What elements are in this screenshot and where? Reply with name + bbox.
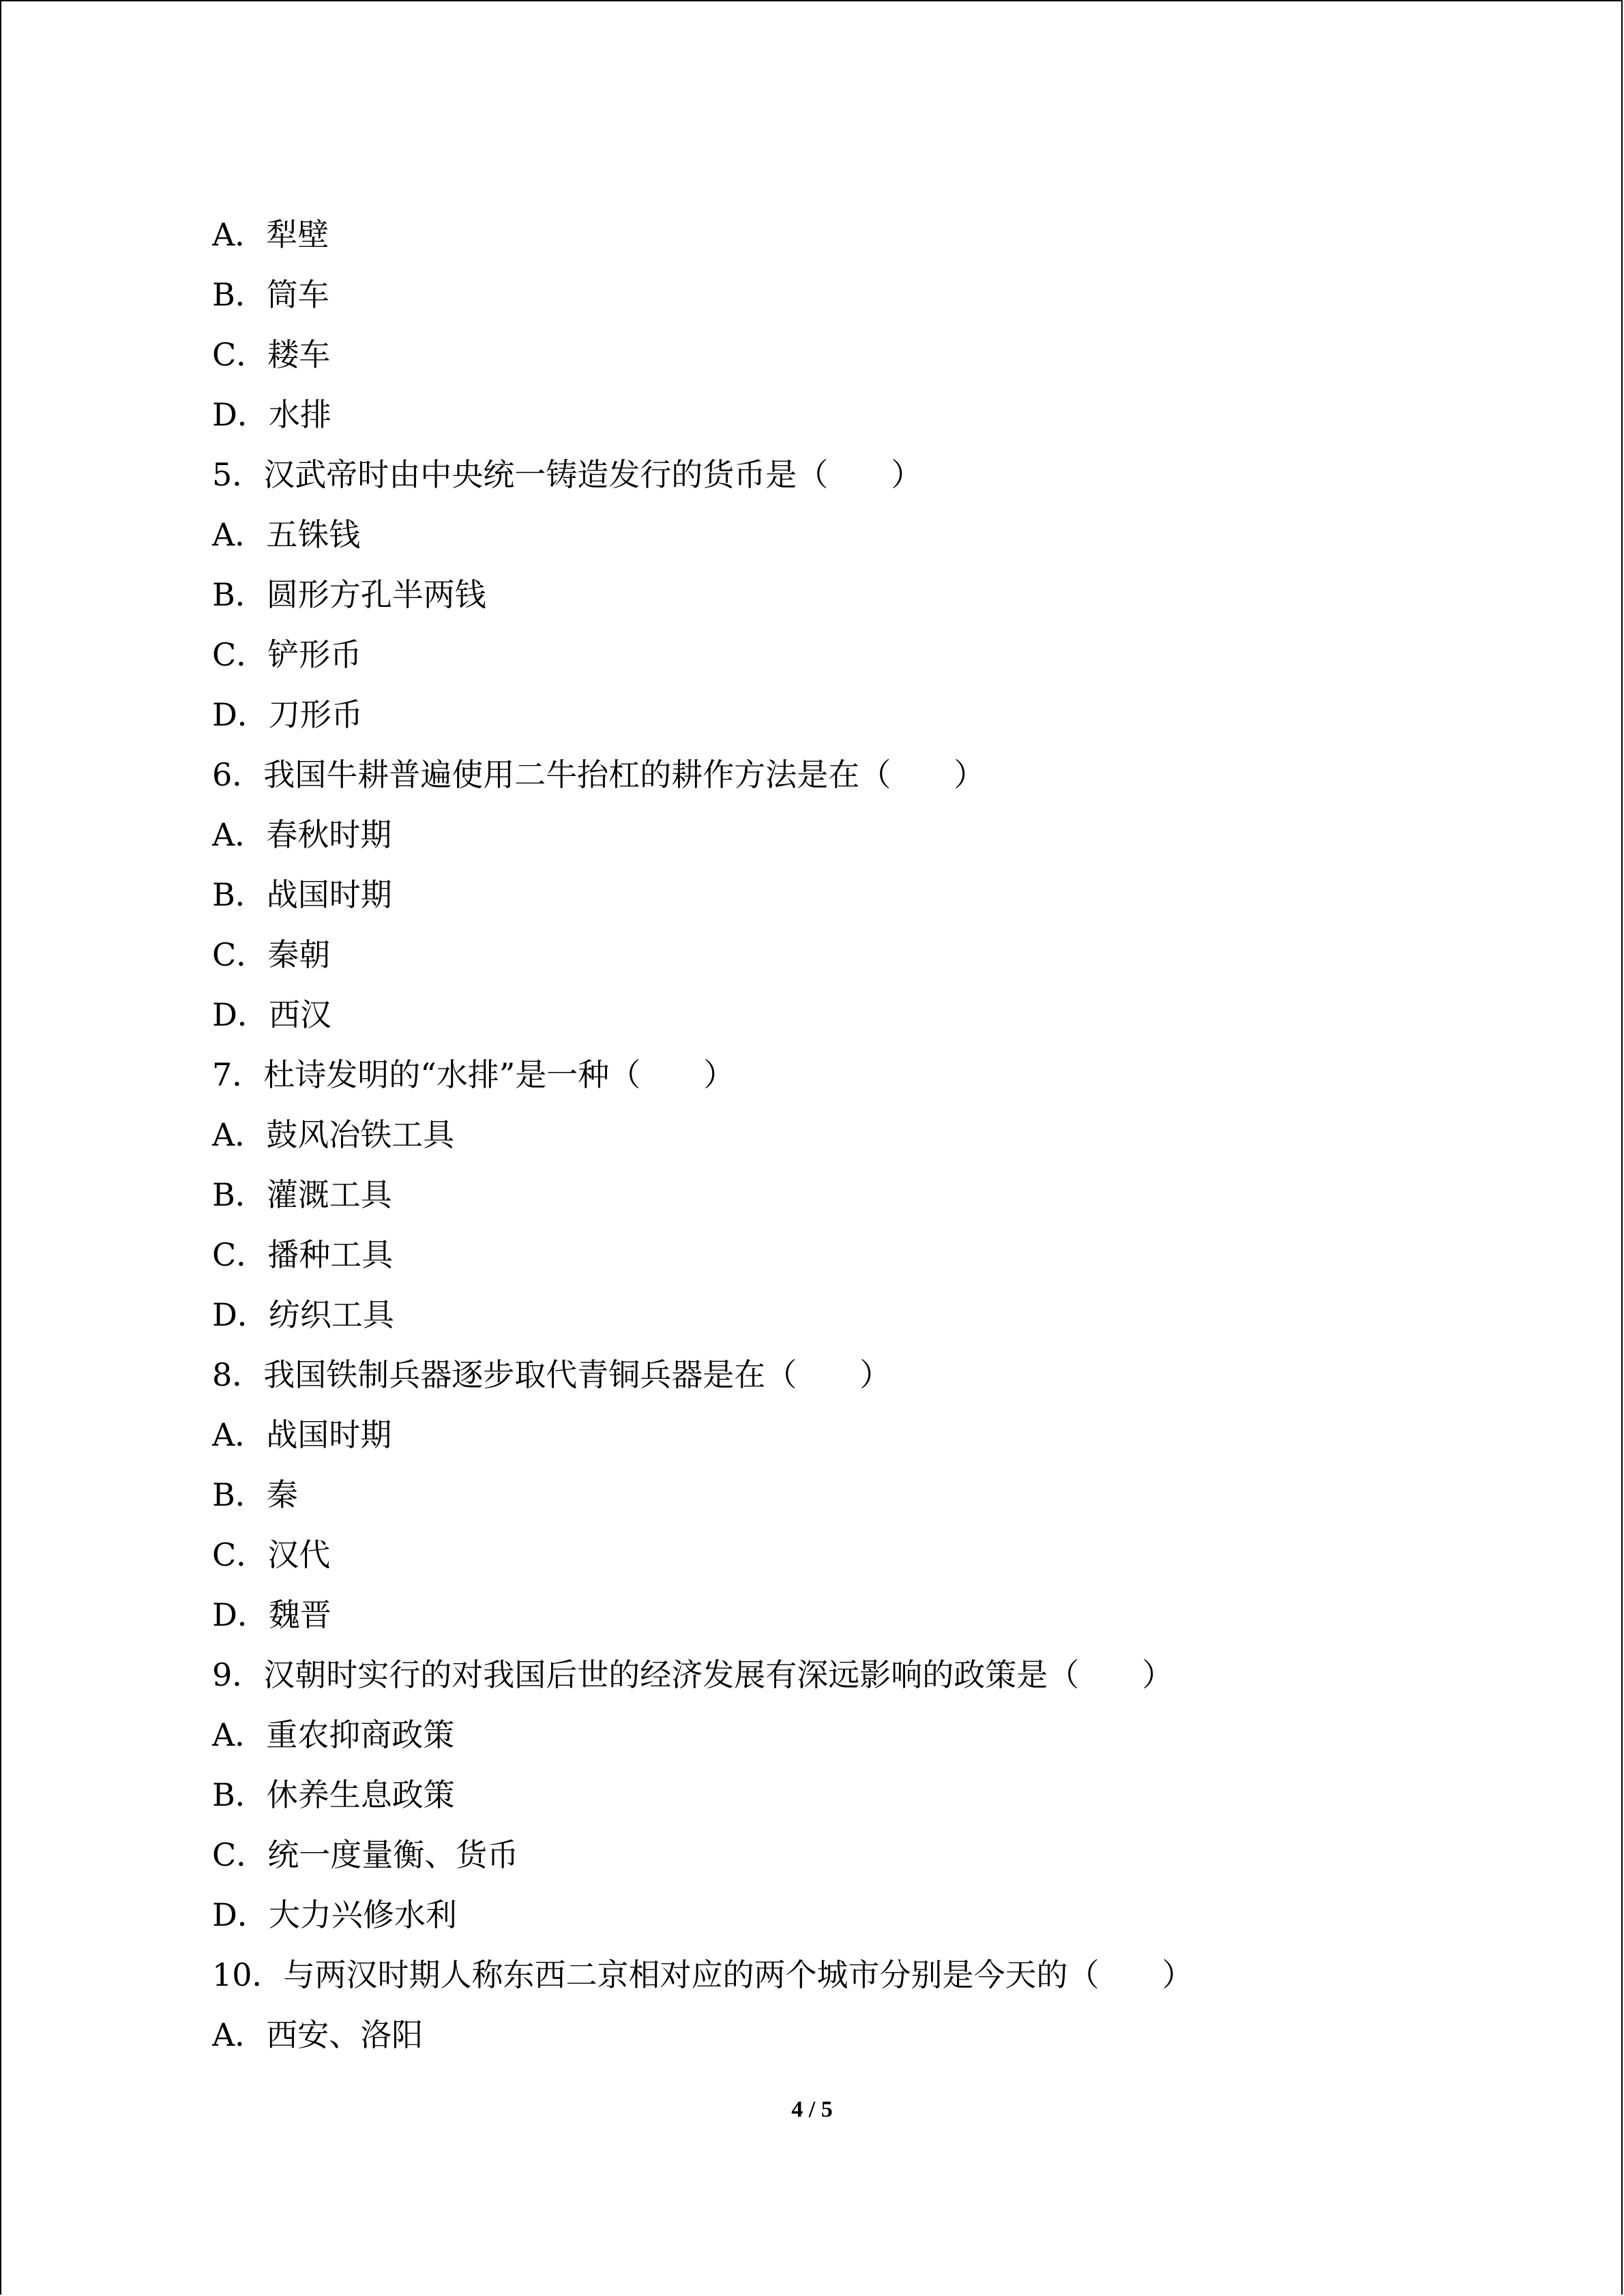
- option-line: A．鼓风冶铁工具: [212, 1116, 455, 1153]
- option-line: A．五铢钱: [212, 516, 361, 553]
- option-line: B．灌溉工具: [212, 1176, 392, 1213]
- question-line: 8．我国铁制兵器逐步取代青铜兵器是在（ ）: [212, 1356, 891, 1393]
- option-line: D．魏晋: [212, 1596, 331, 1633]
- option-line: A．春秋时期: [212, 816, 392, 853]
- question-line: 9．汉朝时实行的对我国后世的经济发展有深远影响的政策是（ ）: [212, 1656, 1174, 1693]
- option-line: C．铲形币: [212, 636, 362, 673]
- option-line: D．水排: [212, 396, 331, 433]
- option-line: D．刀形币: [212, 696, 363, 733]
- option-line: D．西汉: [212, 996, 331, 1033]
- option-line: B．筒车: [212, 276, 329, 313]
- question-line: 5．汉武帝时由中央统一铸造发行的货币是（ ）: [212, 456, 923, 493]
- document-body: [212, 205, 1508, 2065]
- option-line: A．重农抑商政策: [212, 1716, 455, 1753]
- page-number: 4 / 5: [791, 2097, 833, 2122]
- option-line: C．耧车: [212, 336, 331, 373]
- option-line: C．汉代: [212, 1536, 331, 1573]
- option-line: C．统一度量衡、货币: [212, 1836, 519, 1873]
- option-line: B．秦: [212, 1476, 298, 1513]
- option-line: A．西安、洛阳: [212, 2016, 424, 2053]
- option-line: D．纺织工具: [212, 1296, 394, 1333]
- question-line: 7．杜诗发明的“水排”是一种（ ）: [212, 1056, 735, 1093]
- option-line: A．战国时期: [212, 1416, 392, 1453]
- option-line: C．播种工具: [212, 1236, 394, 1273]
- option-line: D．大力兴修水利: [212, 1896, 457, 1933]
- option-line: B．圆形方孔半两钱: [212, 576, 486, 613]
- question-line: 10．与两汉时期人称东西二京相对应的两个城市分别是今天的（ ）: [212, 1956, 1194, 1993]
- option-line: B．休养生息政策: [212, 1776, 455, 1813]
- option-line: B．战国时期: [212, 876, 392, 913]
- option-line: C．秦朝: [212, 936, 331, 973]
- option-line: A．犁壁: [212, 216, 329, 253]
- question-line: 6．我国牛耕普遍使用二牛抬杠的耕作方法是在（ ）: [212, 756, 986, 793]
